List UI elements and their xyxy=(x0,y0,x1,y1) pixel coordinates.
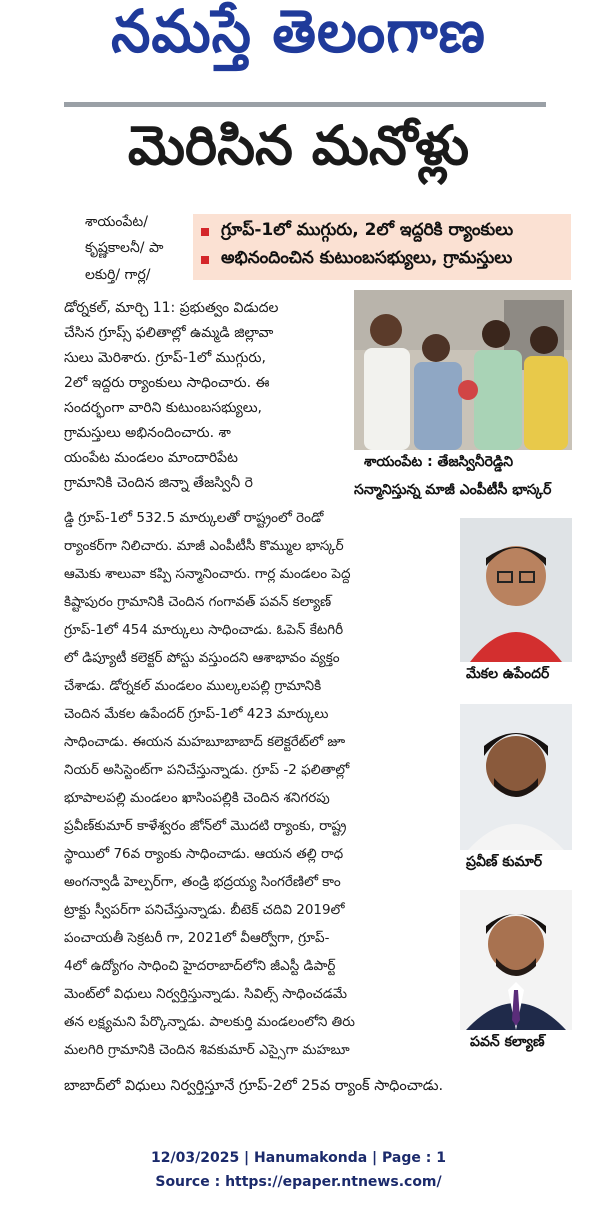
article-line: అంగన్వాడీ హెల్పర్‌గా, తండ్రి భద్రయ్య సింగరేణిలో కాం xyxy=(64,874,341,890)
article-line: గ్రామస్తులు అభినందించారు. శా xyxy=(64,425,231,441)
newspaper-masthead xyxy=(0,0,597,74)
portrait-caption: మేకల ఉపేందర్ xyxy=(466,666,550,682)
page-footer-date: 12/03/2025 | Hanumakonda | Page : 1 xyxy=(151,1150,446,1166)
group-photo-caption: సన్మానిస్తున్న మాజీ ఎంపీటీసీ భాస్కర్ xyxy=(354,482,552,498)
headline-text: మెరిసిన మనోళ్లు xyxy=(127,113,470,177)
article-line: నియర్ అసిస్టెంట్‌గా పనిచేస్తున్నాడు. గ్రూప్ -2 ఫలితాల్లో xyxy=(64,762,350,778)
article-line: సాధించాడు. ఈయన మహబూబాబాద్ కలెక్టరేట్‌లో జూ xyxy=(64,734,346,750)
article-line: స్థాయిలో 76వ ర్యాంకు సాధించాడు. ఆయన తల్లి రాధ xyxy=(64,846,344,862)
article-line: ఆమెకు శాలువా కప్పి సన్మానించారు. గార్ల మండలం పెద్ద xyxy=(64,566,351,582)
article-line: డ్డి గ్రూప్-1లో 532.5 మార్కులతో రాష్ట్రంలో రెండో xyxy=(64,510,324,526)
highlight-text: గ్రూప్-1లో ముగ్గురు, 2లో ఇద్దరికి ర్యాంకులు xyxy=(221,220,514,240)
article-line: గ్రూప్-1లో 454 మార్కులు సాధించాడు. ఓపెన్ కేటగిరీ xyxy=(64,622,344,638)
article-line: సందర్భంగా వారిని కుటుంబసభ్యులు, xyxy=(64,400,262,416)
article-line: మలగిరి గ్రామానికి చెందిన శివకుమార్ ఎస్సైగా మహబూ xyxy=(64,1042,350,1058)
highlight-item xyxy=(201,246,571,274)
highlight-text: అభినందించిన కుటుంబసభ్యులు, గ్రామస్తులు xyxy=(221,248,513,268)
article-line: చేసిన గ్రూప్స్ ఫలితాల్లో ఉమ్మడి జిల్లావా xyxy=(64,325,274,341)
masthead-divider xyxy=(64,102,546,107)
portrait-praveen xyxy=(460,704,572,850)
article-line: శాయంపేట/ xyxy=(85,214,148,230)
highlights-box xyxy=(193,214,571,280)
article-line: ప్రవీణ్‌కుమార్ కాళేశ్వరం జోన్‌లో మొదటి ర్యాంకు, రాష్ట్ర xyxy=(64,818,347,834)
portrait-pavan xyxy=(460,890,572,1030)
article-line: 2లో ఇద్దరు ర్యాంకులు సాధించారు. ఈ xyxy=(64,375,270,391)
article-line: గ్రామానికి చెందిన జిన్నా తేజస్వినీ రె xyxy=(64,475,253,491)
article-line: 4లో ఉద్యోగం సాధించి హైదరాబాద్‌లోని జీఎస్టీ డిపార్ట్ xyxy=(64,958,336,974)
masthead-title: నమస్తే తెలంగాణ xyxy=(111,0,486,66)
portrait-upender xyxy=(460,518,572,662)
portrait-caption: పవన్ కల్యాణ్ xyxy=(470,1034,545,1050)
article-line: మెంట్‌లో విధులు నిర్వర్తిస్తున్నాడు. సివిల్స్ సాధించడమే xyxy=(64,986,348,1002)
bullet-square-icon xyxy=(201,256,209,264)
article-line: కిష్టాపురం గ్రామానికి చెందిన గంగావత్ పవన్ కల్యాణ్ xyxy=(64,594,332,610)
bullet-square-icon xyxy=(201,228,209,236)
page-footer-source: Source : https://epaper.ntnews.com/ xyxy=(155,1174,442,1190)
portrait-caption: ప్రవీణ్ కుమార్ xyxy=(466,854,543,870)
article-line: ర్యాంకర్‌గా నిలిచారు. మాజీ ఎంపీటీసీ కొమ్ముల భాస్కర్ xyxy=(64,538,344,554)
article-headline xyxy=(0,110,597,194)
group-photo xyxy=(354,290,572,450)
article-line: తన లక్ష్యమని పేర్కొన్నాడు. పాలకుర్తి మండలంలోని తిరు xyxy=(64,1014,355,1030)
article-line: లకుర్తి/ గార్ల/ xyxy=(85,267,151,283)
article-line: భూపాలపల్లి మండలం ఖాసింపల్లికి చెందిన శనిగరపు xyxy=(64,790,330,806)
article-line: డోర్నకల్, మార్చి 11: ప్రభుత్వం విడుదల xyxy=(64,300,279,316)
article-line: లో డిప్యూటీ కలెక్టర్ పోస్టు వస్తుందని ఆశాభావం వ్యక్తం xyxy=(64,650,340,666)
article-line: చేశాడు. డోర్నకల్ మండలం ముల్కలపల్లి గ్రామానికి xyxy=(64,678,322,694)
article-line: యంపేట మండలం మాందారిపేట xyxy=(64,450,238,466)
article-last-line: బాబాద్‌లో విధులు నిర్వర్తిస్తూనే గ్రూప్-2లో 25వ ర్యాంక్ సాధించాడు. xyxy=(64,1078,444,1094)
article-line: కృష్ణకాలనీ/ పా xyxy=(85,240,164,256)
article-line: చెందిన మేకల ఉపేందర్ గ్రూప్-1లో 423 మార్కులు xyxy=(64,706,329,722)
article-line: ట్రాక్టు స్వీపర్‌గా పనిచేస్తున్నాడు. బీటెక్ చదివి 2019లో xyxy=(64,902,345,918)
article-line: పంచాయతీ సెక్రటరీ గా, 2021లో వీఆర్వోగా, గ్రూప్- xyxy=(64,930,330,946)
highlight-item xyxy=(201,218,571,246)
article-line: సులు మెరిశారు. గ్రూప్-1లో ముగ్గురు, xyxy=(64,350,266,366)
group-photo-caption: శాయంపేట : తేజస్వినీరెడ్డిని xyxy=(364,454,514,470)
